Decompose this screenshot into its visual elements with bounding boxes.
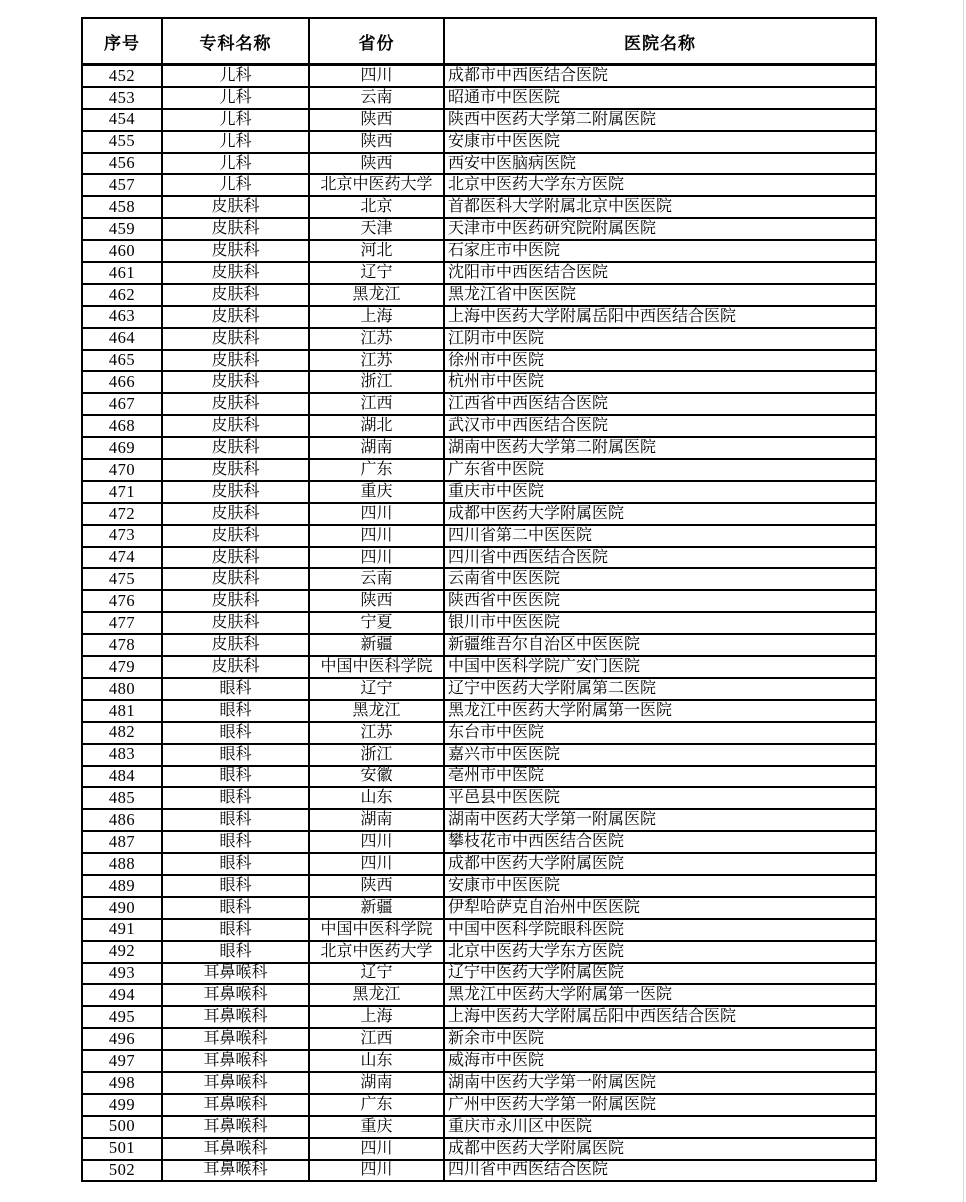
table-row (82, 634, 876, 656)
table-row (82, 393, 876, 415)
cell-province: 四川 (309, 1138, 444, 1160)
cell-no: 479 (82, 656, 162, 678)
cell-specialty: 儿科 (162, 131, 309, 153)
cell-specialty: 眼科 (162, 722, 309, 744)
cell-no: 500 (82, 1116, 162, 1138)
cell-no: 474 (82, 547, 162, 569)
cell-province: 广东 (309, 1094, 444, 1116)
cell-no: 471 (82, 481, 162, 503)
cell-no: 476 (82, 590, 162, 612)
cell-no: 468 (82, 415, 162, 437)
cell-specialty: 眼科 (162, 678, 309, 700)
cell-specialty: 儿科 (162, 109, 309, 131)
table-row (82, 196, 876, 218)
cell-hospital: 陕西中医药大学第二附属医院 (444, 109, 876, 131)
cell-province: 北京中医药大学 (309, 941, 444, 963)
cell-province: 湖北 (309, 415, 444, 437)
cell-province: 云南 (309, 87, 444, 109)
cell-hospital: 平邑县中医医院 (444, 787, 876, 809)
cell-no: 499 (82, 1094, 162, 1116)
cell-no: 485 (82, 787, 162, 809)
cell-specialty: 皮肤科 (162, 459, 309, 481)
cell-hospital: 黑龙江省中医医院 (444, 284, 876, 306)
cell-province: 上海 (309, 1006, 444, 1028)
cell-province: 云南 (309, 568, 444, 590)
page-edge-line (963, 0, 964, 1202)
cell-specialty: 眼科 (162, 809, 309, 831)
cell-province: 北京中医药大学 (309, 174, 444, 196)
cell-specialty: 耳鼻喉科 (162, 1028, 309, 1050)
cell-no: 464 (82, 328, 162, 350)
cell-specialty: 皮肤科 (162, 415, 309, 437)
cell-no: 488 (82, 853, 162, 875)
cell-no: 487 (82, 831, 162, 853)
cell-specialty: 皮肤科 (162, 196, 309, 218)
cell-hospital: 中国中医科学院广安门医院 (444, 656, 876, 678)
cell-province: 黑龙江 (309, 284, 444, 306)
cell-no: 491 (82, 919, 162, 941)
column-header-no: 序号 (82, 18, 162, 65)
table-row (82, 240, 876, 262)
cell-province: 安徽 (309, 766, 444, 788)
cell-province: 中国中医科学院 (309, 919, 444, 941)
cell-no: 470 (82, 459, 162, 481)
cell-specialty: 眼科 (162, 700, 309, 722)
cell-specialty: 耳鼻喉科 (162, 1116, 309, 1138)
table-row (82, 437, 876, 459)
cell-province: 宁夏 (309, 612, 444, 634)
cell-hospital: 辽宁中医药大学附属第二医院 (444, 678, 876, 700)
table-row (82, 853, 876, 875)
cell-hospital: 陕西省中医医院 (444, 590, 876, 612)
cell-hospital: 徐州市中医院 (444, 350, 876, 372)
cell-specialty: 皮肤科 (162, 525, 309, 547)
cell-no: 460 (82, 240, 162, 262)
cell-no: 466 (82, 371, 162, 393)
cell-hospital: 四川省中西医结合医院 (444, 1160, 876, 1182)
cell-no: 502 (82, 1160, 162, 1182)
cell-hospital: 东台市中医院 (444, 722, 876, 744)
cell-hospital: 安康市中医医院 (444, 131, 876, 153)
table-row (82, 131, 876, 153)
cell-specialty: 皮肤科 (162, 590, 309, 612)
cell-no: 463 (82, 306, 162, 328)
cell-province: 天津 (309, 218, 444, 240)
column-header-hospital: 医院名称 (444, 18, 876, 65)
cell-hospital: 黑龙江中医药大学附属第一医院 (444, 984, 876, 1006)
cell-province: 上海 (309, 306, 444, 328)
cell-province: 广东 (309, 459, 444, 481)
table-row (82, 481, 876, 503)
cell-hospital: 湖南中医药大学第一附属医院 (444, 1072, 876, 1094)
table-row (82, 1116, 876, 1138)
table-row (82, 1050, 876, 1072)
table-body (82, 65, 876, 1182)
table-row (82, 766, 876, 788)
cell-province: 四川 (309, 503, 444, 525)
cell-province: 陕西 (309, 875, 444, 897)
cell-specialty: 皮肤科 (162, 568, 309, 590)
cell-specialty: 眼科 (162, 766, 309, 788)
cell-specialty: 眼科 (162, 941, 309, 963)
cell-hospital: 石家庄市中医院 (444, 240, 876, 262)
cell-no: 462 (82, 284, 162, 306)
cell-specialty: 眼科 (162, 831, 309, 853)
cell-no: 455 (82, 131, 162, 153)
cell-no: 473 (82, 525, 162, 547)
cell-no: 494 (82, 984, 162, 1006)
cell-hospital: 江阴市中医院 (444, 328, 876, 350)
table-row (82, 1072, 876, 1094)
table-row (82, 984, 876, 1006)
cell-no: 482 (82, 722, 162, 744)
cell-no: 498 (82, 1072, 162, 1094)
cell-no: 461 (82, 262, 162, 284)
cell-province: 辽宁 (309, 963, 444, 985)
cell-no: 492 (82, 941, 162, 963)
cell-province: 山东 (309, 1050, 444, 1072)
cell-specialty: 皮肤科 (162, 656, 309, 678)
table-row (82, 919, 876, 941)
cell-hospital: 湖南中医药大学第一附属医院 (444, 809, 876, 831)
cell-specialty: 眼科 (162, 853, 309, 875)
cell-no: 472 (82, 503, 162, 525)
cell-specialty: 皮肤科 (162, 437, 309, 459)
cell-no: 496 (82, 1028, 162, 1050)
table-row (82, 306, 876, 328)
table-row (82, 87, 876, 109)
cell-no: 501 (82, 1138, 162, 1160)
table-row (82, 109, 876, 131)
cell-province: 黑龙江 (309, 700, 444, 722)
cell-specialty: 儿科 (162, 87, 309, 109)
cell-province: 湖南 (309, 437, 444, 459)
cell-specialty: 眼科 (162, 919, 309, 941)
cell-hospital: 沈阳市中西医结合医院 (444, 262, 876, 284)
cell-province: 陕西 (309, 590, 444, 612)
cell-no: 467 (82, 393, 162, 415)
cell-no: 490 (82, 897, 162, 919)
cell-hospital: 成都中医药大学附属医院 (444, 1138, 876, 1160)
cell-specialty: 耳鼻喉科 (162, 1006, 309, 1028)
table-row (82, 371, 876, 393)
cell-province: 江西 (309, 1028, 444, 1050)
table-row (82, 941, 876, 963)
table-row (82, 174, 876, 196)
table-row (82, 547, 876, 569)
cell-specialty: 耳鼻喉科 (162, 984, 309, 1006)
cell-no: 483 (82, 744, 162, 766)
table-row (82, 350, 876, 372)
cell-no: 478 (82, 634, 162, 656)
cell-hospital: 伊犁哈萨克自治州中医医院 (444, 897, 876, 919)
table-row (82, 1006, 876, 1028)
cell-no: 489 (82, 875, 162, 897)
table-row (82, 590, 876, 612)
table-row (82, 831, 876, 853)
cell-province: 山东 (309, 787, 444, 809)
cell-province: 新疆 (309, 634, 444, 656)
cell-specialty: 儿科 (162, 153, 309, 175)
cell-province: 四川 (309, 831, 444, 853)
cell-hospital: 北京中医药大学东方医院 (444, 941, 876, 963)
cell-specialty: 皮肤科 (162, 262, 309, 284)
cell-specialty: 眼科 (162, 875, 309, 897)
cell-hospital: 江西省中西医结合医院 (444, 393, 876, 415)
cell-province: 重庆 (309, 481, 444, 503)
table-row (82, 897, 876, 919)
cell-hospital: 广东省中医院 (444, 459, 876, 481)
cell-hospital: 新疆维吾尔自治区中医医院 (444, 634, 876, 656)
cell-hospital: 安康市中医医院 (444, 875, 876, 897)
column-header-specialty: 专科名称 (162, 18, 309, 65)
cell-no: 454 (82, 109, 162, 131)
table-row (82, 65, 876, 87)
cell-specialty: 皮肤科 (162, 328, 309, 350)
cell-hospital: 四川省第二中医医院 (444, 525, 876, 547)
cell-hospital: 四川省中西医结合医院 (444, 547, 876, 569)
cell-hospital: 上海中医药大学附属岳阳中西医结合医院 (444, 306, 876, 328)
cell-province: 北京 (309, 196, 444, 218)
cell-hospital: 天津市中医药研究院附属医院 (444, 218, 876, 240)
cell-hospital: 中国中医科学院眼科医院 (444, 919, 876, 941)
table-row (82, 787, 876, 809)
table-row (82, 1160, 876, 1182)
cell-no: 458 (82, 196, 162, 218)
cell-province: 江苏 (309, 722, 444, 744)
cell-hospital: 成都中医药大学附属医院 (444, 503, 876, 525)
cell-province: 陕西 (309, 131, 444, 153)
cell-hospital: 重庆市永川区中医院 (444, 1116, 876, 1138)
cell-specialty: 皮肤科 (162, 240, 309, 262)
cell-specialty: 眼科 (162, 787, 309, 809)
table-row (82, 459, 876, 481)
cell-no: 456 (82, 153, 162, 175)
cell-province: 四川 (309, 525, 444, 547)
cell-province: 河北 (309, 240, 444, 262)
cell-province: 浙江 (309, 371, 444, 393)
cell-specialty: 皮肤科 (162, 306, 309, 328)
table-row (82, 1028, 876, 1050)
table-row (82, 284, 876, 306)
cell-no: 497 (82, 1050, 162, 1072)
cell-no: 457 (82, 174, 162, 196)
cell-province: 四川 (309, 547, 444, 569)
cell-specialty: 耳鼻喉科 (162, 963, 309, 985)
cell-no: 459 (82, 218, 162, 240)
table-row (82, 328, 876, 350)
cell-hospital: 昭通市中医医院 (444, 87, 876, 109)
cell-specialty: 皮肤科 (162, 350, 309, 372)
cell-province: 重庆 (309, 1116, 444, 1138)
cell-hospital: 威海市中医院 (444, 1050, 876, 1072)
table-row (82, 612, 876, 634)
cell-no: 484 (82, 766, 162, 788)
hospital-specialty-table (81, 17, 877, 1182)
cell-province: 浙江 (309, 744, 444, 766)
cell-no: 481 (82, 700, 162, 722)
cell-specialty: 皮肤科 (162, 393, 309, 415)
table-row (82, 700, 876, 722)
cell-province: 陕西 (309, 153, 444, 175)
cell-province: 四川 (309, 65, 444, 87)
cell-hospital: 湖南中医药大学第二附属医院 (444, 437, 876, 459)
cell-no: 495 (82, 1006, 162, 1028)
table-row (82, 262, 876, 284)
cell-province: 江苏 (309, 328, 444, 350)
cell-specialty: 皮肤科 (162, 218, 309, 240)
cell-province: 四川 (309, 1160, 444, 1182)
cell-hospital: 云南省中医医院 (444, 568, 876, 590)
cell-province: 黑龙江 (309, 984, 444, 1006)
cell-specialty: 皮肤科 (162, 634, 309, 656)
table-row (82, 503, 876, 525)
cell-specialty: 皮肤科 (162, 547, 309, 569)
cell-hospital: 亳州市中医院 (444, 766, 876, 788)
cell-specialty: 皮肤科 (162, 371, 309, 393)
cell-province: 湖南 (309, 809, 444, 831)
cell-specialty: 皮肤科 (162, 612, 309, 634)
cell-hospital: 黑龙江中医药大学附属第一医院 (444, 700, 876, 722)
cell-specialty: 耳鼻喉科 (162, 1094, 309, 1116)
cell-no: 480 (82, 678, 162, 700)
cell-hospital: 银川市中医医院 (444, 612, 876, 634)
table-row (82, 525, 876, 547)
cell-hospital: 武汉市中西医结合医院 (444, 415, 876, 437)
cell-province: 新疆 (309, 897, 444, 919)
cell-no: 477 (82, 612, 162, 634)
cell-hospital: 辽宁中医药大学附属医院 (444, 963, 876, 985)
cell-no: 469 (82, 437, 162, 459)
cell-specialty: 耳鼻喉科 (162, 1160, 309, 1182)
cell-province: 江西 (309, 393, 444, 415)
table-row (82, 875, 876, 897)
cell-hospital: 嘉兴市中医医院 (444, 744, 876, 766)
table-row (82, 1094, 876, 1116)
cell-hospital: 上海中医药大学附属岳阳中西医结合医院 (444, 1006, 876, 1028)
cell-no: 465 (82, 350, 162, 372)
cell-hospital: 重庆市中医院 (444, 481, 876, 503)
cell-specialty: 儿科 (162, 174, 309, 196)
cell-specialty: 耳鼻喉科 (162, 1138, 309, 1160)
cell-no: 475 (82, 568, 162, 590)
table-row (82, 722, 876, 744)
cell-province: 陕西 (309, 109, 444, 131)
cell-no: 493 (82, 963, 162, 985)
cell-province: 中国中医科学院 (309, 656, 444, 678)
cell-specialty: 皮肤科 (162, 481, 309, 503)
cell-no: 486 (82, 809, 162, 831)
cell-specialty: 耳鼻喉科 (162, 1072, 309, 1094)
cell-hospital: 杭州市中医院 (444, 371, 876, 393)
cell-hospital: 成都中医药大学附属医院 (444, 853, 876, 875)
cell-specialty: 眼科 (162, 897, 309, 919)
column-header-province: 省份 (309, 18, 444, 65)
cell-specialty: 皮肤科 (162, 284, 309, 306)
table-row (82, 1138, 876, 1160)
table-row (82, 568, 876, 590)
table-row (82, 218, 876, 240)
cell-province: 四川 (309, 853, 444, 875)
table-row (82, 153, 876, 175)
table-row (82, 415, 876, 437)
table-row (82, 963, 876, 985)
cell-hospital: 成都市中西医结合医院 (444, 65, 876, 87)
cell-hospital: 北京中医药大学东方医院 (444, 174, 876, 196)
cell-hospital: 攀枝花市中西医结合医院 (444, 831, 876, 853)
cell-specialty: 耳鼻喉科 (162, 1050, 309, 1072)
cell-province: 江苏 (309, 350, 444, 372)
cell-hospital: 西安中医脑病医院 (444, 153, 876, 175)
table-row (82, 744, 876, 766)
table-row (82, 656, 876, 678)
cell-no: 453 (82, 87, 162, 109)
cell-province: 湖南 (309, 1072, 444, 1094)
cell-hospital: 新余市中医院 (444, 1028, 876, 1050)
cell-specialty: 眼科 (162, 744, 309, 766)
cell-specialty: 皮肤科 (162, 503, 309, 525)
table-header-row (82, 18, 876, 65)
table-row (82, 678, 876, 700)
cell-province: 辽宁 (309, 678, 444, 700)
table-row (82, 809, 876, 831)
cell-specialty: 儿科 (162, 65, 309, 87)
cell-province: 辽宁 (309, 262, 444, 284)
cell-no: 452 (82, 65, 162, 87)
cell-hospital: 广州中医药大学第一附属医院 (444, 1094, 876, 1116)
cell-hospital: 首都医科大学附属北京中医医院 (444, 196, 876, 218)
